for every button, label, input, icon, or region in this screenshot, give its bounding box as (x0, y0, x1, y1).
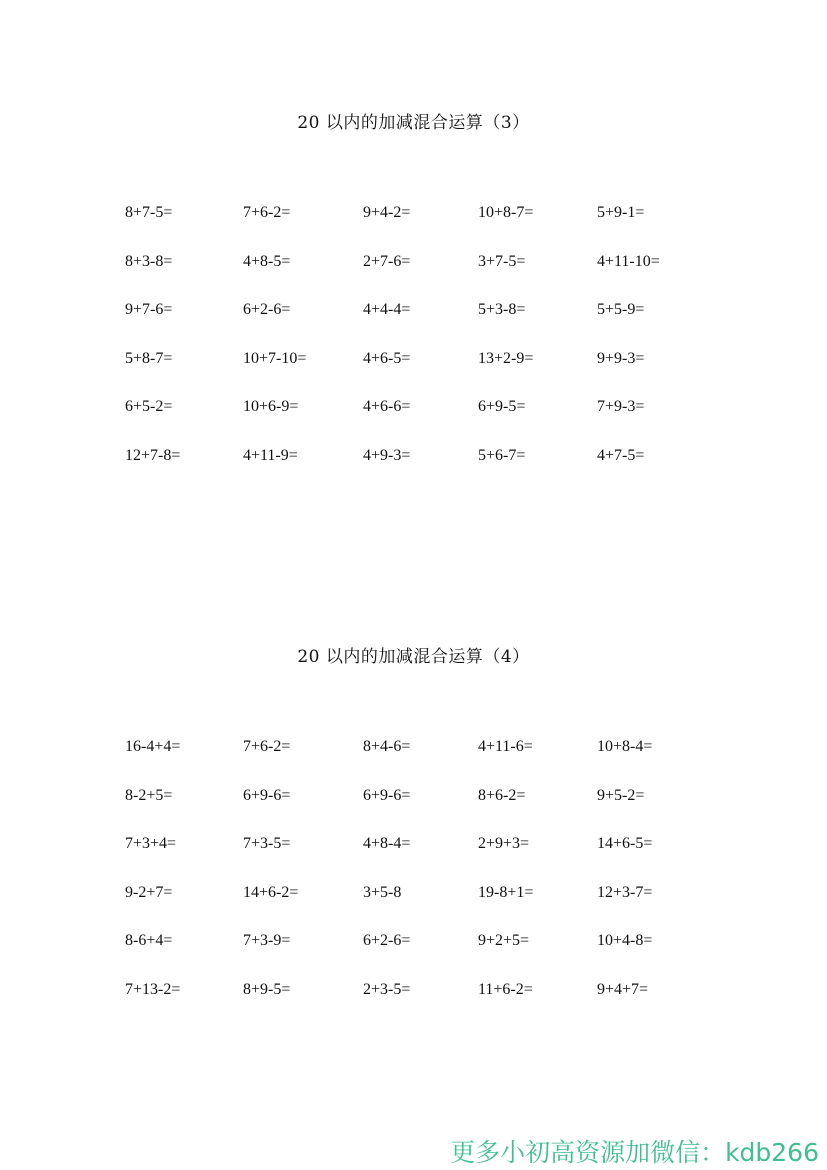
problem-row (0, 835, 827, 859)
problem-row (0, 981, 827, 1005)
math-problem: 8+9-5= (243, 981, 291, 998)
math-problem: 14+6-2= (243, 884, 299, 901)
problem-row (0, 447, 827, 471)
math-problem: 13+2-9= (478, 350, 534, 367)
math-problem: 4+11-9= (243, 447, 298, 464)
math-problem: 9+4-2= (363, 204, 411, 221)
math-problem: 4+4-4= (363, 301, 411, 318)
math-problem: 8-2+5= (125, 787, 173, 804)
math-problem: 9+9-3= (597, 350, 645, 367)
math-problem: 2+3-5= (363, 981, 411, 998)
problem-row (0, 350, 827, 374)
math-problem: 4+11-6= (478, 738, 533, 755)
math-problem: 6+9-6= (363, 787, 411, 804)
math-problem: 9+2+5= (478, 932, 530, 949)
math-problem: 4+8-5= (243, 253, 291, 270)
math-problem: 5+8-7= (125, 350, 173, 367)
math-problem: 7+6-2= (243, 738, 291, 755)
math-problem: 8+3-8= (125, 253, 173, 270)
math-problem: 19-8+1= (478, 884, 534, 901)
math-problem: 3+7-5= (478, 253, 526, 270)
problem-row (0, 253, 827, 277)
math-problem: 6+5-2= (125, 398, 173, 415)
math-problem: 4+7-5= (597, 447, 645, 464)
math-problem: 8+6-2= (478, 787, 526, 804)
math-problem: 2+7-6= (363, 253, 411, 270)
math-problem: 6+2-6= (243, 301, 291, 318)
math-problem: 7+3+4= (125, 835, 177, 852)
math-problem: 5+9-1= (597, 204, 645, 221)
math-problem: 4+6-6= (363, 398, 411, 415)
math-problem: 9+5-2= (597, 787, 645, 804)
math-problem: 12+3-7= (597, 884, 653, 901)
math-problem: 11+6-2= (478, 981, 533, 998)
math-problem: 6+2-6= (363, 932, 411, 949)
problem-row (0, 204, 827, 228)
math-problem: 9-2+7= (125, 884, 173, 901)
math-problem: 9+7-6= (125, 301, 173, 318)
math-problem: 10+7-10= (243, 350, 307, 367)
math-problem: 7+6-2= (243, 204, 291, 221)
math-problem: 4+6-5= (363, 350, 411, 367)
math-problem: 16-4+4= (125, 738, 181, 755)
math-problem: 9+4+7= (597, 981, 649, 998)
math-problem: 4+8-4= (363, 835, 411, 852)
math-problem: 8+4-6= (363, 738, 411, 755)
math-problem: 10+8-7= (478, 204, 534, 221)
math-problem: 7+9-3= (597, 398, 645, 415)
math-problem: 2+9+3= (478, 835, 530, 852)
problem-row (0, 932, 827, 956)
math-problem: 6+9-5= (478, 398, 526, 415)
math-problem: 10+8-4= (597, 738, 653, 755)
footer-promo-text: 更多小初高资源加微信：kdb266 (450, 1138, 819, 1167)
math-problem: 4+9-3= (363, 447, 411, 464)
math-problem: 5+3-8= (478, 301, 526, 318)
problem-row (0, 398, 827, 422)
math-problem: 3+5-8 (363, 884, 402, 901)
section-title: 20 以内的加减混合运算（4） (297, 647, 530, 667)
math-problem: 12+7-8= (125, 447, 181, 464)
math-problem: 7+13-2= (125, 981, 181, 998)
problem-row (0, 787, 827, 811)
math-problem: 7+3-9= (243, 932, 291, 949)
math-problem: 8+7-5= (125, 204, 173, 221)
problem-row (0, 738, 827, 762)
math-problem: 7+3-5= (243, 835, 291, 852)
problem-row (0, 884, 827, 908)
math-problem: 4+11-10= (597, 253, 660, 270)
math-problem: 6+9-6= (243, 787, 291, 804)
math-problem: 10+6-9= (243, 398, 299, 415)
math-problem: 8-6+4= (125, 932, 173, 949)
math-problem: 5+5-9= (597, 301, 645, 318)
section-title: 20 以内的加减混合运算（3） (297, 113, 530, 133)
problem-row (0, 301, 827, 325)
math-problem: 5+6-7= (478, 447, 526, 464)
math-problem: 10+4-8= (597, 932, 653, 949)
math-problem: 14+6-5= (597, 835, 653, 852)
